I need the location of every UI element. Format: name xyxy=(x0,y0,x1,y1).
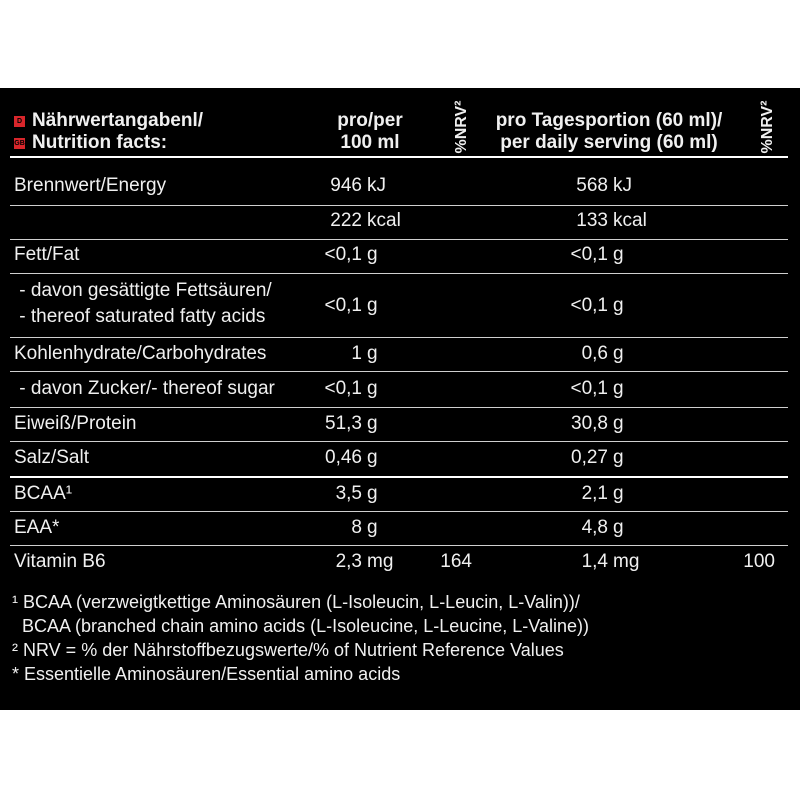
table-row: 222 kcal 133 kcal xyxy=(10,206,788,240)
flag-gb-icon: GB xyxy=(14,139,25,147)
nrv-header-2: %NRV² xyxy=(759,100,776,154)
table-row: - davon gesättigte Fettsäuren/ - thereof saturated fatty acids <0,1 g <0,1 g xyxy=(10,274,788,338)
footnote-bcaa-en: BCAA (branched chain amino acids (L-Isoleucine, L-Leucine, L-Valine)) xyxy=(12,616,589,636)
table-row: Salz/Salt 0,46 g 0,27 g xyxy=(10,442,788,478)
footnote-nrv: ² NRV = % der Nährstoffbezugswerte/% of Nutrient Reference Values xyxy=(12,640,564,660)
table-header xyxy=(10,88,788,158)
flag-de-icon: D xyxy=(14,116,25,127)
footnote-bcaa-de: ¹ BCAA (verzweigtkettige Aminosäuren (L-Isoleucin, L-Leucin, L-Valin))/ xyxy=(12,592,580,612)
table-row: Eiweiß/Protein 51,3 g 30,8 g xyxy=(10,408,788,442)
serving-header: pro Tagesportion (60 ml)/ per daily serving (60 ml) xyxy=(495,110,723,153)
nutrition-panel xyxy=(0,88,800,710)
header-title-de: D Nährwertangabenl/ xyxy=(10,110,203,132)
table-row: EAA* 8 g 4,8 g xyxy=(10,512,788,546)
table-row: Vitamin B6 2,3 mg 164 1,4 mg 100 xyxy=(14,551,775,572)
table-row: - davon Zucker/- thereof sugar <0,1 g <0,1 g xyxy=(10,372,788,408)
table-row: Kohlenhydrate/Carbohydrates 1 g 0,6 g xyxy=(10,338,788,372)
footnote-eaa: * Essentielle Aminosäuren/Essential amino acids xyxy=(12,664,401,684)
footnotes xyxy=(12,590,589,686)
table-row: Fett/Fat <0,1 g <0,1 g xyxy=(10,240,788,274)
nrv-header-1: %NRV² xyxy=(453,100,470,154)
header-title-en: GB Nutrition facts: xyxy=(14,132,168,153)
table-row: Brennwert/Energy 946 kJ 568 kJ xyxy=(10,170,788,206)
per100-header: pro/per 100 ml xyxy=(337,110,403,153)
table-row: BCAA¹ 3,5 g 2,1 g xyxy=(10,478,788,512)
